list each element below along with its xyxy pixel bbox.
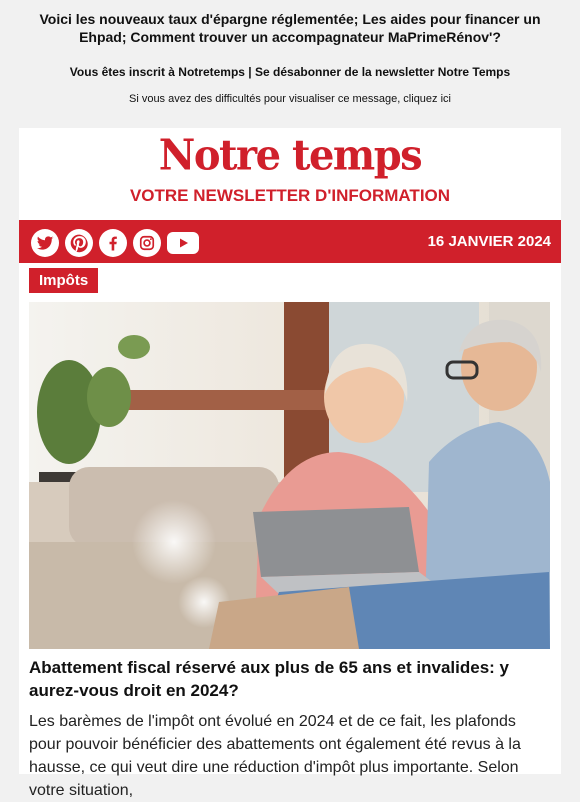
category-badge[interactable]: Impôts <box>29 268 98 293</box>
hero-photo <box>29 302 550 649</box>
instagram-icon[interactable] <box>133 229 161 257</box>
subscription-line <box>0 65 580 81</box>
article-hero-image[interactable] <box>29 302 550 649</box>
facebook-icon[interactable] <box>99 229 127 257</box>
newsletter-card <box>19 128 561 799</box>
preheader-text: Voici les nouveaux taux d'épargne réglementée; Les aides pour financer un Ehpad; Comment trouver un accompagnateur MaPrimeRénov'? <box>39 11 541 45</box>
social-bar <box>19 220 561 263</box>
newsletter-tagline: VOTRE NEWSLETTER D'INFORMATION <box>129 186 451 205</box>
pinterest-icon[interactable] <box>65 229 93 257</box>
twitter-icon[interactable] <box>31 229 59 257</box>
view-online-link[interactable]: Si vous avez des difficultés pour visualiser ce message, cliquez ici <box>128 93 451 105</box>
newsletter-date: 16 JANVIER 2024 <box>427 233 551 250</box>
article-lead: Les barèmes de l'impôt ont évolué en 2024 et de ce fait, les plafonds pour pouvoir bénéficier des abattements ont également été revus à la hausse, ce qui veut dire une réduction d'impôt plus importante. Selon votre situation, <box>29 713 521 799</box>
unsubscribe-link[interactable]: Se désabonner de la newsletter Notre Temps <box>255 65 511 79</box>
preheader <box>0 0 580 48</box>
subscribed-text: Vous êtes inscrit à Notretemps | <box>69 65 252 79</box>
brand-logo[interactable]: Notre temps <box>158 130 422 181</box>
article-headline[interactable]: Abattement fiscal réservé aux plus de 65 ans et invalides: y aurez-vous droit en 2024? <box>29 658 509 700</box>
youtube-icon[interactable] <box>167 229 199 257</box>
social-icons <box>31 229 199 257</box>
view-trouble-line[interactable] <box>0 93 580 107</box>
